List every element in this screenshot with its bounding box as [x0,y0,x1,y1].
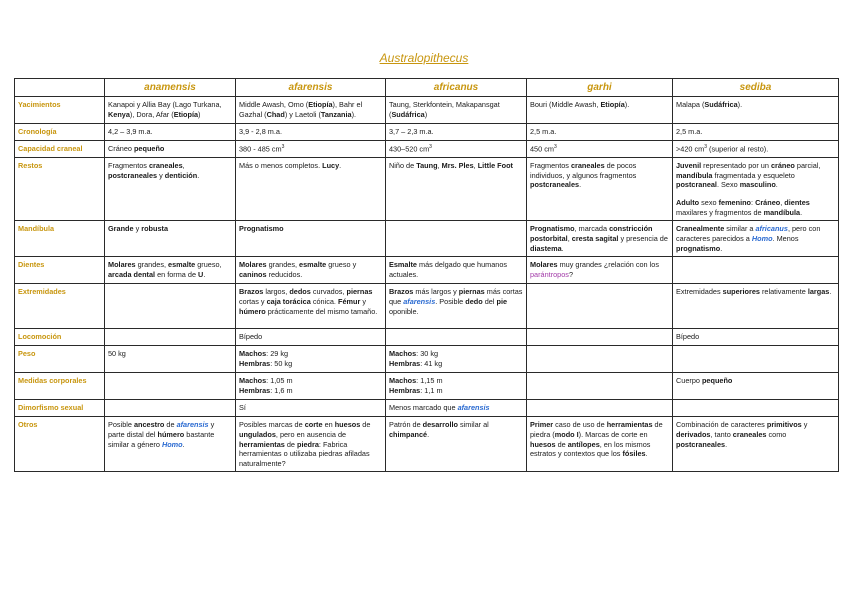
cell-anamensis: 4,2 – 3,9 m.a. [105,124,236,141]
cell-sediba: Combinación de caracteres primitivos y derivados, tanto craneales como postcraneales. [673,417,839,472]
cell-anamensis [105,284,236,329]
row-label: Dimorfismo sexual [15,400,105,417]
comparison-table [14,78,839,472]
cell-afarensis: Molares grandes, esmalte grueso y caninos reducidos. [236,257,386,284]
header-row [15,79,839,97]
row-label: Medidas corporales [15,373,105,400]
row-label: Cronología [15,124,105,141]
cell-sediba: 2,5 m.a. [673,124,839,141]
cell-africanus: Esmalte más delgado que humanos actuales. [386,257,527,284]
cell-garhi: Fragmentos craneales de pocos individuos, y algunos fragmentos postcraneales. [527,158,673,221]
row-mandibula [15,221,839,257]
row-label: Locomoción [15,329,105,346]
cell-afarensis: Más o menos completos. Lucy. [236,158,386,221]
cell-afarensis: 380 - 485 $cm^3$ [236,141,386,158]
cell-garhi: Molares muy grandes ¿relación con los parántropos? [527,257,673,284]
cell-afarensis: 3,9 - 2,8 m.a. [236,124,386,141]
cell-afarensis: Prognatismo [236,221,386,257]
row-label: Dientes [15,257,105,284]
header-sediba: sediba [673,79,839,97]
cell-garhi [527,284,673,329]
header-africanus: africanus [386,79,527,97]
cell-afarensis: Machos: 1,05 m Hembras: 1,6 m [236,373,386,400]
cell-anamensis: 50 kg [105,346,236,373]
cell-sediba [673,346,839,373]
cell-afarensis: Middle Awash, Omo (Etiopía), Bahr el Gazhal (Chad) y Laetoli (Tanzania). [236,97,386,124]
cell-sediba [673,257,839,284]
cell-africanus: 430–520 $cm^3$ [386,141,527,158]
cell-garhi [527,400,673,417]
cell-africanus [386,221,527,257]
row-locomocion [15,329,839,346]
cell-africanus [386,329,527,346]
cell-sediba: Cranealmente similar a africanus, pero con caracteres parecidos a Homo. Menos prognatismo. [673,221,839,257]
cell-garhi: 2,5 m.a. [527,124,673,141]
cell-garhi [527,373,673,400]
cell-africanus: Machos: 30 kg Hembras: 41 kg [386,346,527,373]
cell-sediba: Extremidades superiores relativamente largas. [673,284,839,329]
cell-africanus: Brazos más largos y piernas más cortas que afarensis. Posible dedo del pie oponible. [386,284,527,329]
cell-africanus: Menos marcado que afarensis [386,400,527,417]
row-restos [15,158,839,221]
cell-africanus: Patrón de desarrollo similar al chimpancé. [386,417,527,472]
cell-sediba: Juvenil representado por un cráneo parcial, mandíbula fragmentada y esqueleto postcraneal. Sexo masculino. Adulto sexo femenino: Cráneo, dientes maxilares y fragmentos de mandíbula. [673,158,839,221]
cell-anamensis: Kanapoi y Allia Bay (Lago Turkana, Kenya), Dora, Afar (Etiopía) [105,97,236,124]
row-cronologia [15,124,839,141]
row-medidas-corporales [15,373,839,400]
cell-sediba: Bípedo [673,329,839,346]
row-label: Mandíbula [15,221,105,257]
cell-anamensis [105,373,236,400]
header-anamensis: anamensis [105,79,236,97]
row-dientes [15,257,839,284]
cell-sediba [673,400,839,417]
cell-africanus: Niño de Taung, Mrs. Ples, Little Foot [386,158,527,221]
cell-afarensis: Posibles marcas de corte en huesos de ungulados, pero en ausencia de herramientas de piedra: Fabrica herramientas o utilizaba piedras afiladas naturalmente? [236,417,386,472]
row-yacimientos [15,97,839,124]
header-garhi: garhi [527,79,673,97]
row-label: Extremidades [15,284,105,329]
cell-africanus: 3,7 – 2,3 m.a. [386,124,527,141]
cell-garhi [527,346,673,373]
cell-anamensis: Grande y robusta [105,221,236,257]
header-afarensis: afarensis [236,79,386,97]
row-label: Capacidad craneal [15,141,105,158]
cell-sediba: Cuerpo pequeño [673,373,839,400]
cell-garhi: Bouri (Middle Awash, Etiopía). [527,97,673,124]
cell-anamensis: Posible ancestro de afarensis y parte distal del húmero bastante similar a género Homo. [105,417,236,472]
cell-afarensis: Sí [236,400,386,417]
header-empty [15,79,105,97]
cell-africanus: Taung, Sterkfontein, Makapansgat (Sudáfrica) [386,97,527,124]
cell-anamensis [105,329,236,346]
cell-sediba: >420 $cm^3$ (superior al resto). [673,141,839,158]
row-label: Peso [15,346,105,373]
row-label: Restos [15,158,105,221]
cell-garhi: Prognatismo, marcada constricción postorbital, cresta sagital y presencia de diastema. [527,221,673,257]
row-otros [15,417,839,472]
row-label: Otros [15,417,105,472]
cell-garhi: Primer caso de uso de herramientas de piedra (modo I). Marcas de corte en huesos de antílopes, en los mismos estratos y contextos que los fósiles. [527,417,673,472]
row-label: Yacimientos [15,97,105,124]
cell-afarensis: Brazos largos, dedos curvados, piernas cortas y caja torácica cónica. Fémur y húmero prácticamente del mismo tamaño. [236,284,386,329]
page-title: Australopithecus [379,51,469,65]
cell-africanus: Machos: 1,15 m Hembras: 1,1 m [386,373,527,400]
cell-garhi: 450 $cm^3$ [527,141,673,158]
cell-garhi [527,329,673,346]
cell-anamensis: Molares grandes, esmalte grueso, arcada dental en forma de U. [105,257,236,284]
row-capacidad-craneal [15,141,839,158]
row-peso [15,346,839,373]
cell-anamensis: Cráneo pequeño [105,141,236,158]
cell-anamensis: Fragmentos craneales, postcraneales y dentición. [105,158,236,221]
cell-afarensis: Machos: 29 kg Hembras: 50 kg [236,346,386,373]
row-dimorfismo-sexual [15,400,839,417]
row-extremidades [15,284,839,329]
cell-afarensis: Bípedo [236,329,386,346]
cell-sediba: Malapa (Sudáfrica). [673,97,839,124]
cell-anamensis [105,400,236,417]
